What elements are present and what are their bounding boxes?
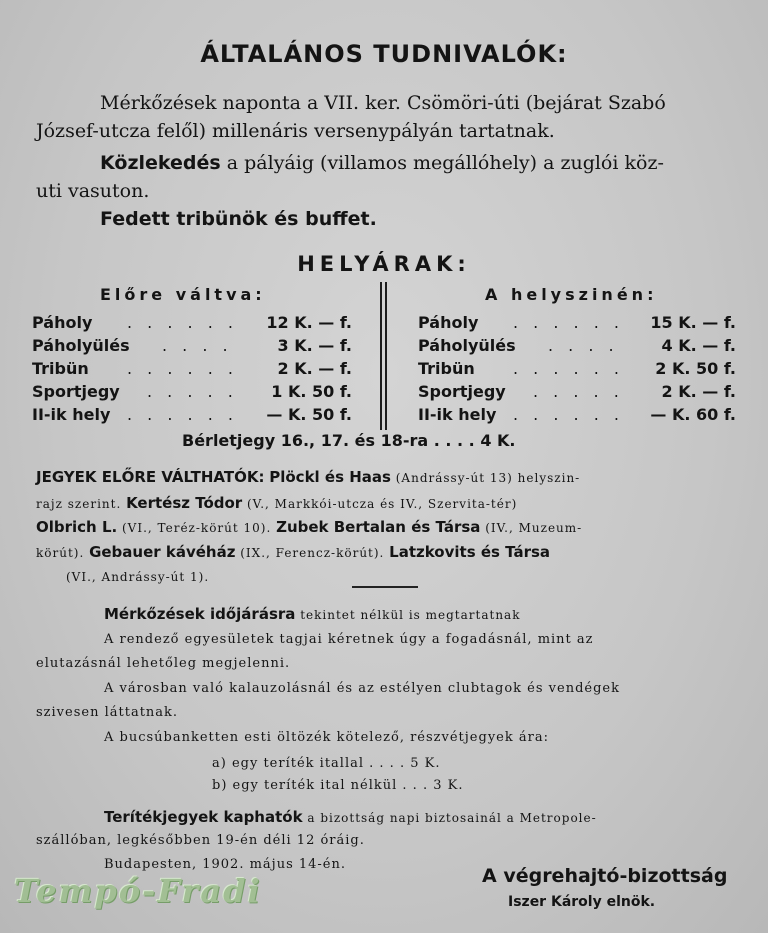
members-note-1: A rendező egyesületek tagjai kéretnek úgy a fogadásnál, mint az	[104, 632, 594, 647]
seat-label: Páholyülés	[32, 336, 130, 355]
price-row	[418, 357, 736, 380]
vendor-name: Olbrich L.	[36, 518, 118, 536]
transport-label: Közlekedés	[100, 152, 221, 174]
seat-label: Páholy	[32, 313, 93, 332]
advance-heading: Előre váltva:	[100, 285, 266, 304]
seat-price: — K. 50 f.	[266, 405, 352, 424]
prices-heading: HELYÁRAK:	[297, 252, 471, 276]
tickets-line-1	[36, 466, 580, 490]
price-row	[418, 380, 736, 403]
tickets-line-2	[36, 492, 517, 516]
leader-dots: . . . . . .	[513, 359, 624, 378]
vendor-address: körút).	[36, 546, 85, 560]
vendor-address: (V., Markkói-utcza és IV., Szervita-tér)	[246, 497, 518, 511]
price-row	[32, 357, 352, 380]
committee-signature: A végrehajtó-bizottság	[482, 865, 728, 887]
seat-price: 2 K. — f.	[277, 359, 352, 378]
seat-label: Páholyülés	[418, 336, 516, 355]
vendor-address: (Andrássy-út 13) helyszin-	[395, 471, 581, 485]
guides-note-1: A városban való kalauzolásnál és az estélyen clubtagok és vendégek	[104, 681, 620, 696]
seat-price: 4 K. — f.	[661, 336, 736, 355]
weather-note	[104, 603, 520, 627]
vendor-name: Plöckl és Haas	[269, 468, 391, 486]
seat-label: II-ik hely	[418, 405, 497, 424]
vendor-address: (VI., Teréz-körút 10).	[122, 521, 272, 535]
page-title: ÁLTALÁNOS TUDNIVALÓK:	[200, 40, 568, 68]
season-ticket: Bérletjegy 16., 17. és 18-ra . . . . 4 K.	[182, 431, 516, 450]
dateline: Budapesten, 1902. május 14-én.	[104, 857, 347, 872]
members-note-2: elutazásnál lehetőleg megjelenni.	[36, 656, 291, 671]
seat-label: Sportjegy	[32, 382, 120, 401]
cover-text: a bizottság napi biztosainál a Metropole-	[307, 811, 597, 825]
vendor-address: (IV., Muzeum-	[485, 521, 583, 535]
tickets-line-4	[36, 541, 550, 565]
cover-label: Terítékjegyek kaphatók	[104, 808, 303, 826]
leader-dots: . . . . .	[147, 382, 238, 401]
intro-line-1: Mérkőzések naponta a VII. ker. Csömöri-úti (bejárat Szabó	[100, 92, 666, 114]
leader-dots: . . . . . .	[513, 405, 624, 424]
seat-price: — K. 60 f.	[650, 405, 736, 424]
seat-price: 12 K. — f.	[266, 313, 352, 332]
vendor-name: Latzkovits és Társa	[389, 543, 551, 561]
guides-note-2: szivesen láttatnak.	[36, 705, 179, 720]
tickets-note: rajz szerint.	[36, 497, 122, 511]
price-row	[418, 311, 736, 334]
banquet-note: A bucsúbanketten esti öltözék kötelező, részvétjegyek ára:	[104, 730, 549, 745]
seat-label: Tribün	[32, 359, 89, 378]
seat-price: 3 K. — f.	[277, 336, 352, 355]
seat-label: II-ik hely	[32, 405, 111, 424]
seat-label: Sportjegy	[418, 382, 506, 401]
cover-note-2: szállóban, legkésőbben 19-én déli 12 óráig.	[36, 833, 365, 848]
seat-price: 1 K. 50 f.	[271, 382, 352, 401]
transport-text: a pályáig (villamos megállóhely) a zuglói köz-	[226, 152, 664, 174]
weather-text: tekintet nélkül is megtartatnak	[300, 608, 521, 622]
price-row	[32, 334, 352, 357]
vendor-address: (IX., Ferencz-körút).	[240, 546, 385, 560]
section-rule	[352, 586, 418, 588]
weather-label: Mérkőzések időjárásra	[104, 605, 296, 623]
leader-dots: . . . .	[548, 336, 619, 355]
tickets-lead: JEGYEK ELŐRE VÁLTHATÓK:	[36, 468, 265, 486]
seat-price: 15 K. — f.	[650, 313, 736, 332]
vendor-name: Gebauer kávéház	[89, 543, 236, 561]
leader-dots: . . . . .	[533, 382, 624, 401]
tickets-line-5: (VI., Andrássy-út 1).	[66, 570, 210, 584]
tickets-line-3	[36, 516, 582, 540]
leader-dots: . . . . . .	[127, 313, 238, 332]
leader-dots: . . . .	[162, 336, 233, 355]
banquet-option-b: b) egy teríték ital nélkül . . . 3 K.	[212, 778, 464, 793]
leader-dots: . . . . . .	[513, 313, 624, 332]
seat-price: 2 K. 50 f.	[655, 359, 736, 378]
intro-line-2: József-utcza felől) millenáris versenypályán tartatnak.	[36, 120, 555, 142]
seat-label: Páholy	[418, 313, 479, 332]
watermark-logo: Tempó-Fradi	[14, 872, 262, 910]
price-row	[32, 311, 352, 334]
leader-dots: . . . . . .	[127, 405, 238, 424]
intro-line-5: Fedett tribünök és buffet.	[100, 208, 377, 230]
intro-line-3	[100, 149, 664, 177]
vendor-name: Zubek Bertalan és Társa	[276, 518, 481, 536]
chair-signature: Iszer Károly elnök.	[508, 894, 656, 910]
price-row	[418, 334, 736, 357]
seat-label: Tribün	[418, 359, 475, 378]
cover-note-1	[104, 806, 597, 830]
seat-price: 2 K. — f.	[661, 382, 736, 401]
vendor-name: Kertész Tódor	[126, 494, 243, 512]
intro-line-4: uti vasuton.	[36, 180, 150, 202]
onsite-heading: A helyszinén:	[485, 285, 658, 304]
price-row	[418, 403, 736, 426]
leader-dots: . . . . . .	[127, 359, 238, 378]
price-row	[32, 380, 352, 403]
price-row	[32, 403, 352, 426]
banquet-option-a: a) egy teríték itallal . . . . 5 K.	[212, 756, 441, 771]
column-divider	[380, 282, 387, 430]
